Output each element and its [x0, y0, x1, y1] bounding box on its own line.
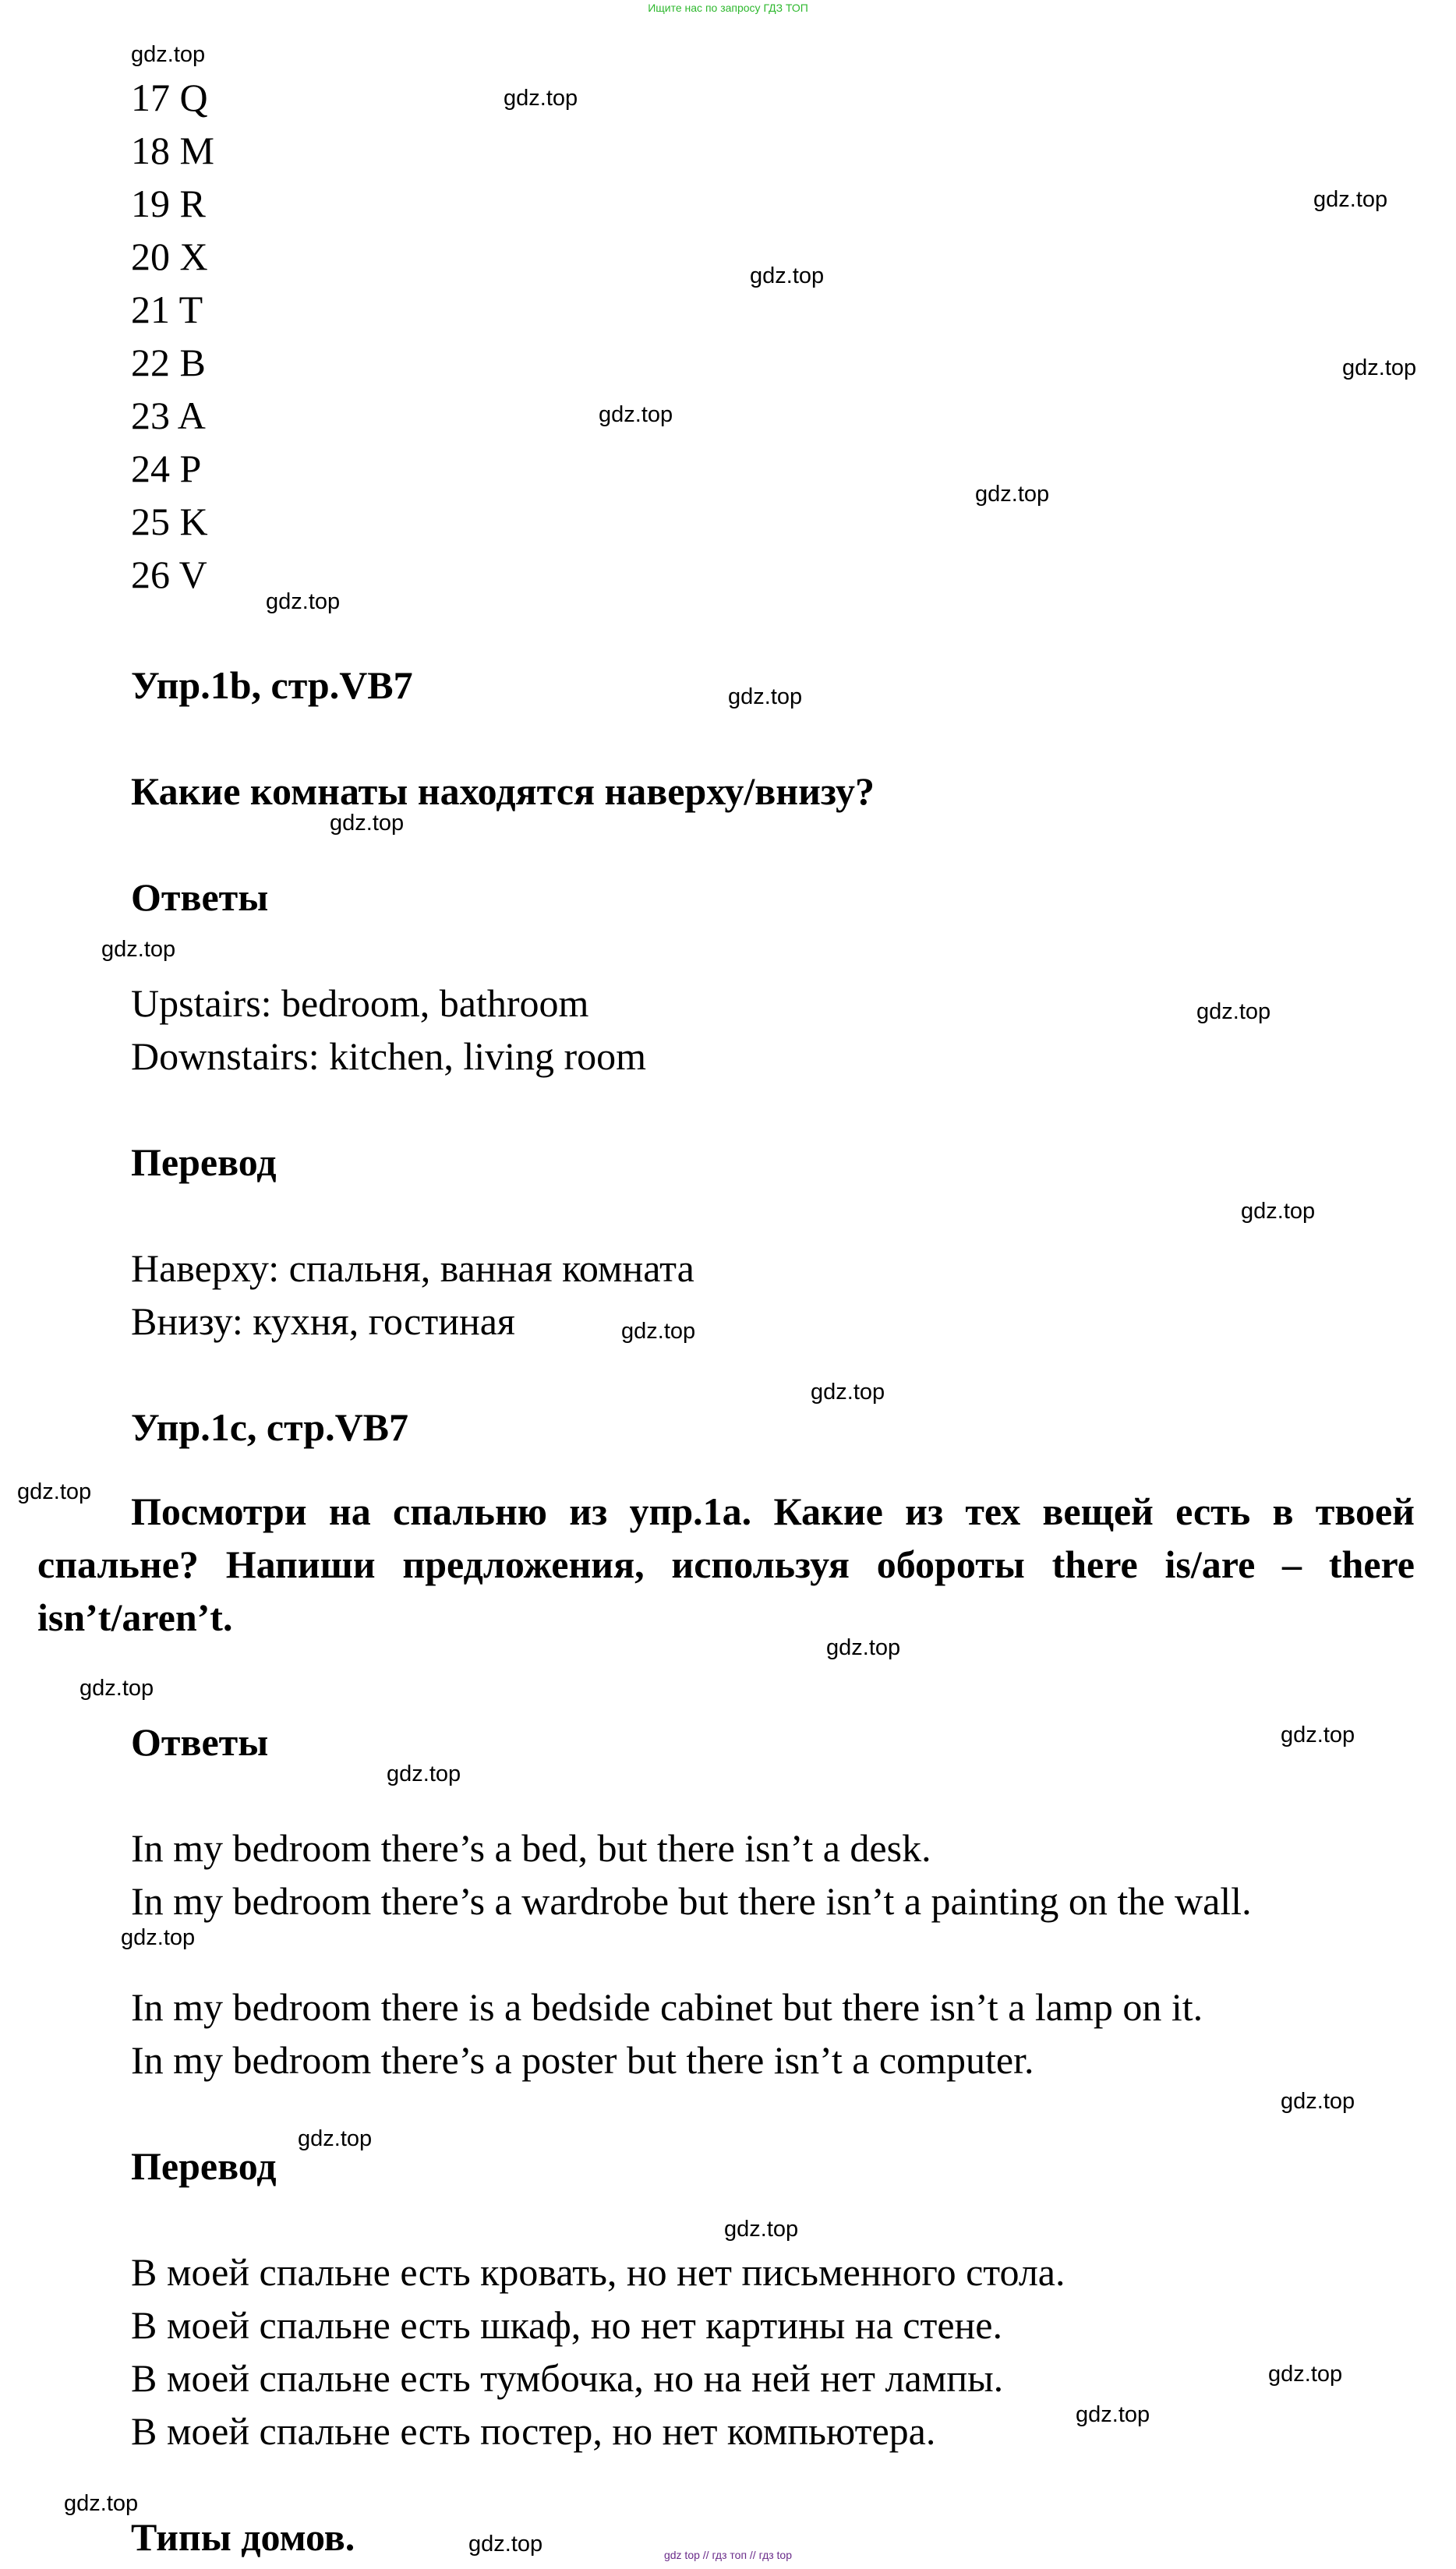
- watermark: gdz.top: [387, 1762, 461, 1786]
- watermark: gdz.top: [975, 482, 1050, 507]
- list-item: 22 B: [131, 341, 206, 384]
- translation-heading: Перевод: [131, 1140, 277, 1184]
- list-item: 23 A: [131, 394, 206, 437]
- watermark: gdz.top: [724, 2217, 799, 2242]
- watermark: gdz.top: [1342, 355, 1417, 380]
- list-item: 19 R: [131, 182, 206, 225]
- exercise-1c-task: [37, 1485, 1415, 1644]
- exercise-1b-title: Упр.1b, стр.VB7: [131, 663, 413, 707]
- task-text: Посмотри на спальню из упр.1a. Какие из тех вещей есть в твоей спальне? Напиши предложения, используя обороты there is/are – there isn’t/aren’t.: [37, 1489, 1415, 1639]
- watermark: gdz.top: [599, 402, 673, 427]
- watermark: gdz.top: [298, 2126, 373, 2151]
- watermark: gdz.top: [64, 2491, 139, 2516]
- watermark: gdz.top: [1196, 999, 1271, 1024]
- answer-line: In my bedroom there’s a bed, but there isn’t a desk.: [131, 1826, 931, 1870]
- translation-line: В моей спальне есть тумбочка, но на ней нет лампы.: [131, 2356, 1004, 2400]
- answer-line: In my bedroom there’s a poster but there isn’t a computer.: [131, 2038, 1034, 2082]
- answer-line: In my bedroom there’s a wardrobe but there isn’t a painting on the wall.: [131, 1879, 1252, 1923]
- watermark: gdz.top: [266, 589, 341, 614]
- answers-heading: Ответы: [131, 875, 269, 919]
- translation-line: В моей спальне есть шкаф, но нет картины на стене.: [131, 2303, 1002, 2347]
- translation-heading: Перевод: [131, 2144, 277, 2188]
- watermark: gdz.top: [1313, 187, 1388, 212]
- exercise-1c-title: Упр.1c, стр.VB7: [131, 1405, 409, 1449]
- watermark: gdz.top: [131, 42, 206, 67]
- list-item: 18 M: [131, 129, 214, 172]
- translation-line: Наверху: спальня, ванная комната: [131, 1246, 694, 1290]
- section-title: Типы домов.: [131, 2515, 355, 2559]
- list-item: 25 K: [131, 500, 208, 543]
- watermark: gdz.top: [1076, 2402, 1150, 2427]
- watermark: gdz.top: [621, 1319, 696, 1344]
- answer-line: Downstairs: kitchen, living room: [131, 1034, 647, 1078]
- list-item: 17 Q: [131, 76, 208, 119]
- translation-line: Внизу: кухня, гостиная: [131, 1299, 515, 1343]
- watermark: gdz.top: [101, 937, 176, 962]
- watermark: gdz.top: [1268, 2362, 1343, 2387]
- watermark: gdz.top: [468, 2532, 543, 2557]
- watermark: gdz.top: [728, 684, 803, 709]
- list-item: 21 T: [131, 288, 203, 331]
- list-item: 24 P: [131, 447, 202, 490]
- watermark: gdz.top: [1241, 1199, 1316, 1224]
- watermark: gdz.top: [811, 1380, 885, 1405]
- watermark: gdz.top: [1281, 1723, 1355, 1747]
- watermark: gdz.top: [80, 1676, 154, 1701]
- footer-links[interactable]: gdz top // гдз топ // гдз top: [663, 2549, 793, 2561]
- translation-line: В моей спальне есть кровать, но нет письменного стола.: [131, 2250, 1065, 2294]
- answer-line: Upstairs: bedroom, bathroom: [131, 981, 589, 1025]
- watermark: gdz.top: [330, 811, 405, 836]
- translation-line: В моей спальне есть постер, но нет компьютера.: [131, 2409, 936, 2453]
- watermark: gdz.top: [121, 1925, 196, 1950]
- watermark: gdz.top: [504, 86, 578, 111]
- watermark: gdz.top: [1281, 2089, 1355, 2114]
- watermark: gdz.top: [17, 1479, 92, 1504]
- watermark: gdz.top: [750, 263, 825, 288]
- list-item: 26 V: [131, 553, 207, 596]
- list-item: 20 X: [131, 235, 208, 278]
- watermark: gdz.top: [826, 1635, 901, 1660]
- answers-heading: Ответы: [131, 1720, 269, 1764]
- top-banner[interactable]: Ищите нас по запросу ГДЗ ТОП: [648, 2, 808, 14]
- answer-line: In my bedroom there is a bedside cabinet but there isn’t a lamp on it.: [131, 1985, 1203, 2029]
- exercise-1b-question: Какие комнаты находятся наверху/внизу?: [131, 769, 875, 813]
